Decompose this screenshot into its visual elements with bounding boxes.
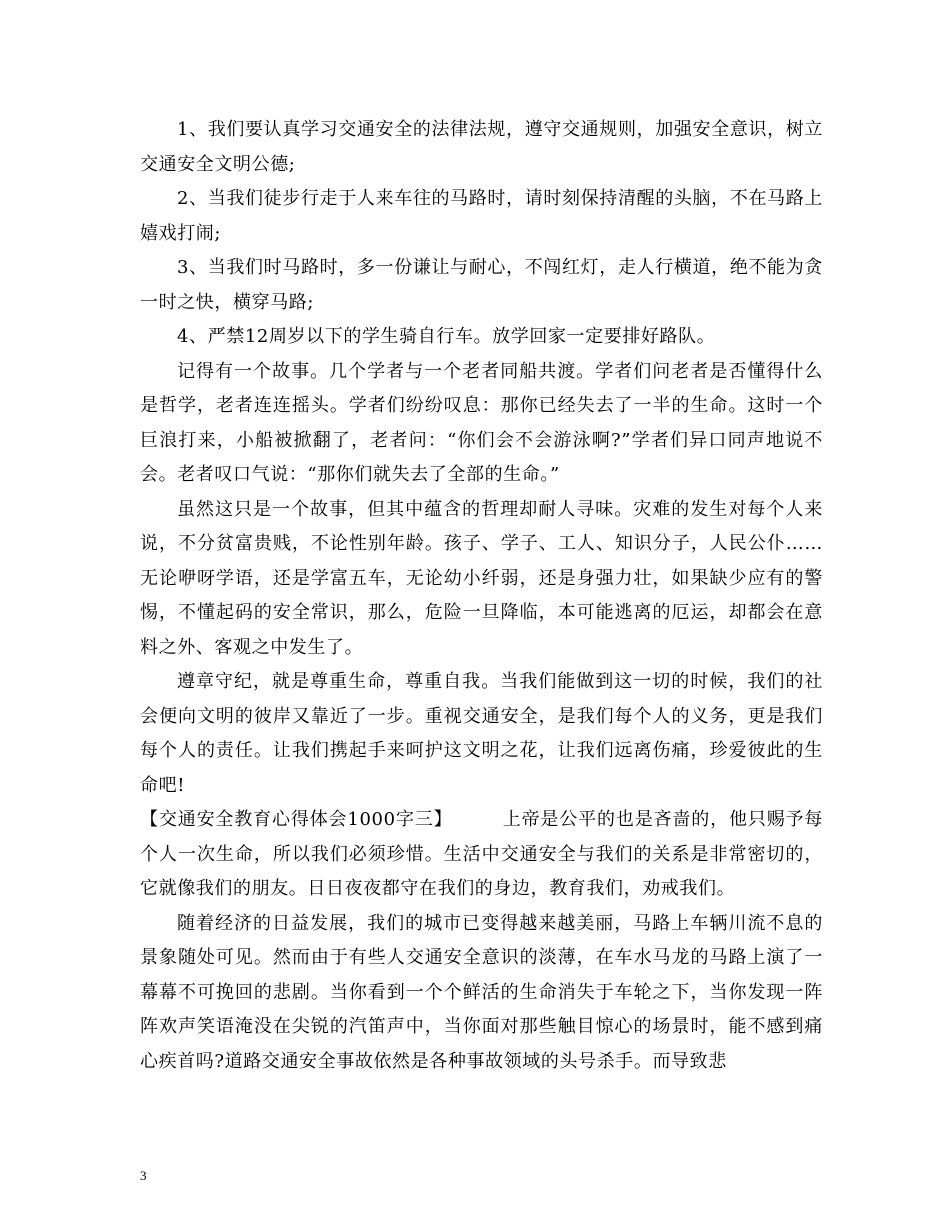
paragraph-development: 随着经济的日益发展，我们的城市已变得越来越美丽，马路上车辆川流不息的景象随处可见。然而由于有些人交通安全意识的淡薄，在车水马龙的马路上演了一幕幕不可挽回的悲剧。当你看到一个个鲜活的生命消失于车轮之下，当你发现一阵阵欢声笑语淹没在尖锐的汽笛声中，当你面对那些触目惊心的场景时，能不感到痛心疾首吗?道路交通安全事故依然是各种事故领域的头号杀手。而导致悲 [140, 912, 823, 1072]
section-paragraph [140, 803, 823, 907]
section-heading: 【交通安全教育心得体会1000字三】 [140, 809, 453, 830]
paragraph-rule-4: 4、严禁12周岁以下的学生骑自行车。放学回家一定要排好路队。 [177, 326, 716, 347]
paragraph-story: 记得有一个故事。几个学者与一个老者同船共渡。学者们问老者是否懂得什么是哲学，老者连连摇头。学者们纷纷叹息：那你已经失去了一半的生命。这时一个巨浪打来，小船被掀翻了，老者问：“你们会不会游泳啊?”学者们异口同声地说不会。老者叹口气说：“那你们就失去了全部的生命。” [140, 360, 823, 485]
paragraph-rule-2: 2、当我们徒步行走于人来车往的马路时，请时刻保持清醒的头脑，不在马路上嬉戏打闹; [140, 188, 823, 244]
document-body [140, 113, 823, 1079]
paragraph-rule-3: 3、当我们时马路时，多一份谦让与耐心，不闯红灯，走人行横道，绝不能为贪一时之快，横穿马路; [140, 257, 823, 313]
section-first-paragraph: 上帝是公平的也是吝啬的，他只赐予每个人一次生命，所以我们必须珍惜。生活中交通安全与我们的关系是非常密切的，它就像我们的朋友。日日夜夜都守在我们的身边，教育我们，劝戒我们。 [140, 809, 824, 899]
paragraph-reflection: 虽然这只是一个故事，但其中蕴含的哲理却耐人寻味。灾难的发生对每个人来说，不分贫富贵贱，不论性别年龄。孩子、学子、工人、知识分子，人民公仆……无论咿呀学语，还是学富五车，无论幼小纤弱，还是身强力壮，如果缺少应有的警惕，不懂起码的安全常识，那么，危险一旦降临，本可能逃离的厄运，却都会在意料之外、客观之中发生了。 [140, 498, 823, 658]
page-number: 3 [140, 1168, 147, 1183]
paragraph-conclusion: 遵章守纪，就是尊重生命，尊重自我。当我们能做到这一切的时候，我们的社会便向文明的彼岸又靠近了一步。重视交通安全，是我们每个人的义务，更是我们每个人的责任。让我们携起手来呵护这文明之花，让我们远离伤痛，珍爱彼此的生命吧! [140, 671, 823, 796]
paragraph-rule-1: 1、我们要认真学习交通安全的法律法规，遵守交通规则，加强安全意识，树立交通安全文明公德; [140, 119, 823, 175]
